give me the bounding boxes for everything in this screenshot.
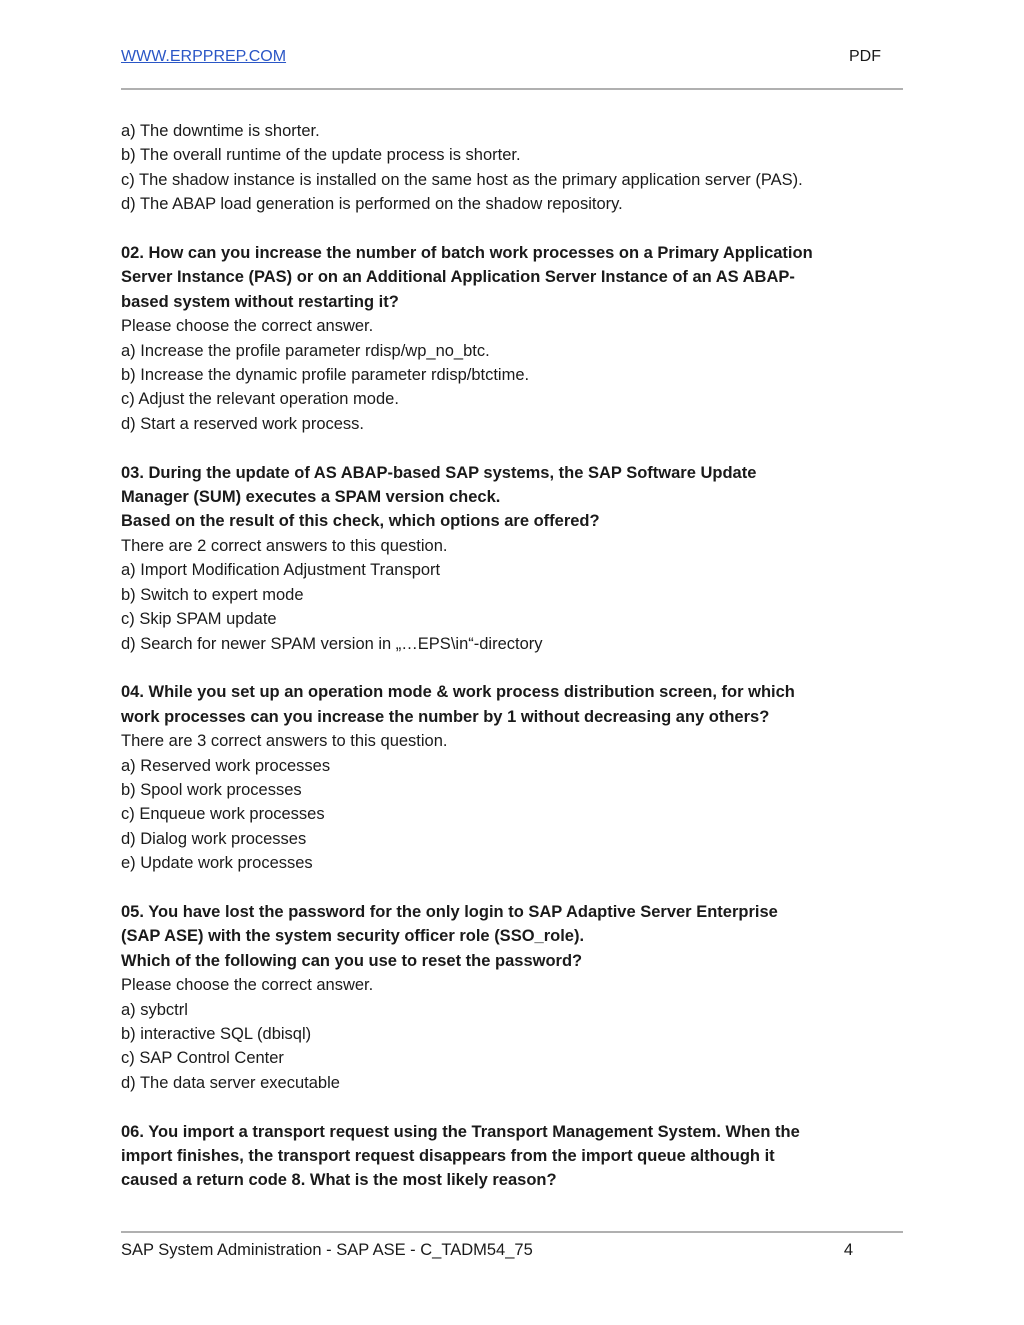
- option-a: a) The downtime is shorter.: [121, 122, 320, 140]
- page-number: 4: [843, 1241, 853, 1259]
- question-title-line: 03. During the update of AS ABAP-based SAP systems, the SAP Software Update: [121, 463, 757, 482]
- spacer: [121, 217, 901, 241]
- option-d: d) Dialog work processes: [121, 829, 307, 848]
- footer-title: SAP System Administration - SAP ASE - C_TADM54_75: [121, 1241, 533, 1259]
- question-05: [121, 900, 901, 1095]
- question-title-line: Based on the result of this check, which options are offered?: [121, 512, 600, 531]
- option-c: c) Enqueue work processes: [121, 805, 325, 824]
- option-a: a) Reserved work processes: [121, 756, 331, 775]
- option-b: b) Switch to expert mode: [121, 585, 304, 604]
- option-d: d) The ABAP load generation is performed on the shadow repository.: [121, 195, 623, 214]
- option-a: a) Increase the profile parameter rdisp/wp_no_btc.: [121, 341, 490, 360]
- option-c: c) Adjust the relevant operation mode.: [121, 390, 399, 409]
- question-instruction: There are 2 correct answers to this question.: [121, 536, 448, 555]
- question-06: [121, 1120, 901, 1193]
- footer-divider: [121, 1231, 903, 1233]
- question-title-line: import finishes, the transport request disappears from the import queue although it: [121, 1146, 775, 1165]
- page-content: [121, 119, 901, 1193]
- question-instruction: Please choose the correct answer.: [121, 976, 374, 995]
- question-title-line: 04. While you set up an operation mode & work process distribution screen, for which: [121, 683, 795, 702]
- site-link[interactable]: WWW.ERPPREP.COM: [121, 48, 287, 65]
- question-instruction: There are 3 correct answers to this question.: [121, 732, 448, 751]
- question-title-line: 02. How can you increase the number of batch work processes on a Primary Application: [121, 244, 813, 263]
- format-label: PDF: [849, 48, 881, 65]
- option-d: d) The data server executable: [121, 1073, 340, 1092]
- page-footer: [121, 1241, 853, 1263]
- option-d: d) Search for newer SPAM version in „…EPS\in“-directory: [121, 634, 543, 653]
- question-02: [121, 241, 901, 436]
- question-title-line: Server Instance (PAS) or on an Additional Application Server Instance of an AS ABAP-: [121, 268, 795, 287]
- header-divider: [121, 88, 903, 90]
- question-title-line: caused a return code 8. What is the most likely reason?: [121, 1171, 557, 1190]
- option-c: c) The shadow instance is installed on the same host as the primary application server (PAS).: [121, 170, 803, 189]
- spacer: [121, 1095, 901, 1119]
- question-title-line: based system without restarting it?: [121, 292, 399, 311]
- question-04: [121, 680, 901, 875]
- spacer: [121, 436, 901, 460]
- option-c: c) Skip SPAM update: [121, 610, 277, 629]
- option-a: a) Import Modification Adjustment Transport: [121, 561, 441, 580]
- page-header: [121, 48, 881, 70]
- question-title-line: (SAP ASE) with the system security officer role (SSO_role).: [121, 927, 585, 946]
- question-title-line: work processes can you increase the number by 1 without decreasing any others?: [121, 707, 770, 726]
- intro-options: [121, 119, 901, 217]
- spacer: [121, 876, 901, 900]
- question-03: [121, 461, 901, 656]
- option-b: b) The overall runtime of the update process is shorter.: [121, 146, 521, 165]
- spacer: [121, 656, 901, 680]
- question-instruction: Please choose the correct answer.: [121, 317, 374, 336]
- option-d: d) Start a reserved work process.: [121, 414, 365, 433]
- option-b: b) Spool work processes: [121, 780, 302, 799]
- option-b: b) interactive SQL (dbisql): [121, 1024, 312, 1043]
- option-e: e) Update work processes: [121, 854, 313, 873]
- option-b: b) Increase the dynamic profile parameter rdisp/btctime.: [121, 366, 530, 385]
- option-c: c) SAP Control Center: [121, 1049, 284, 1068]
- option-a: a) sybctrl: [121, 1000, 188, 1019]
- question-title-line: Manager (SUM) executes a SPAM version check.: [121, 488, 501, 507]
- question-title-line: 06. You import a transport request using the Transport Management System. When the: [121, 1122, 800, 1141]
- question-title-line: Which of the following can you use to reset the password?: [121, 951, 583, 970]
- question-title-line: 05. You have lost the password for the only login to SAP Adaptive Server Enterprise: [121, 902, 778, 921]
